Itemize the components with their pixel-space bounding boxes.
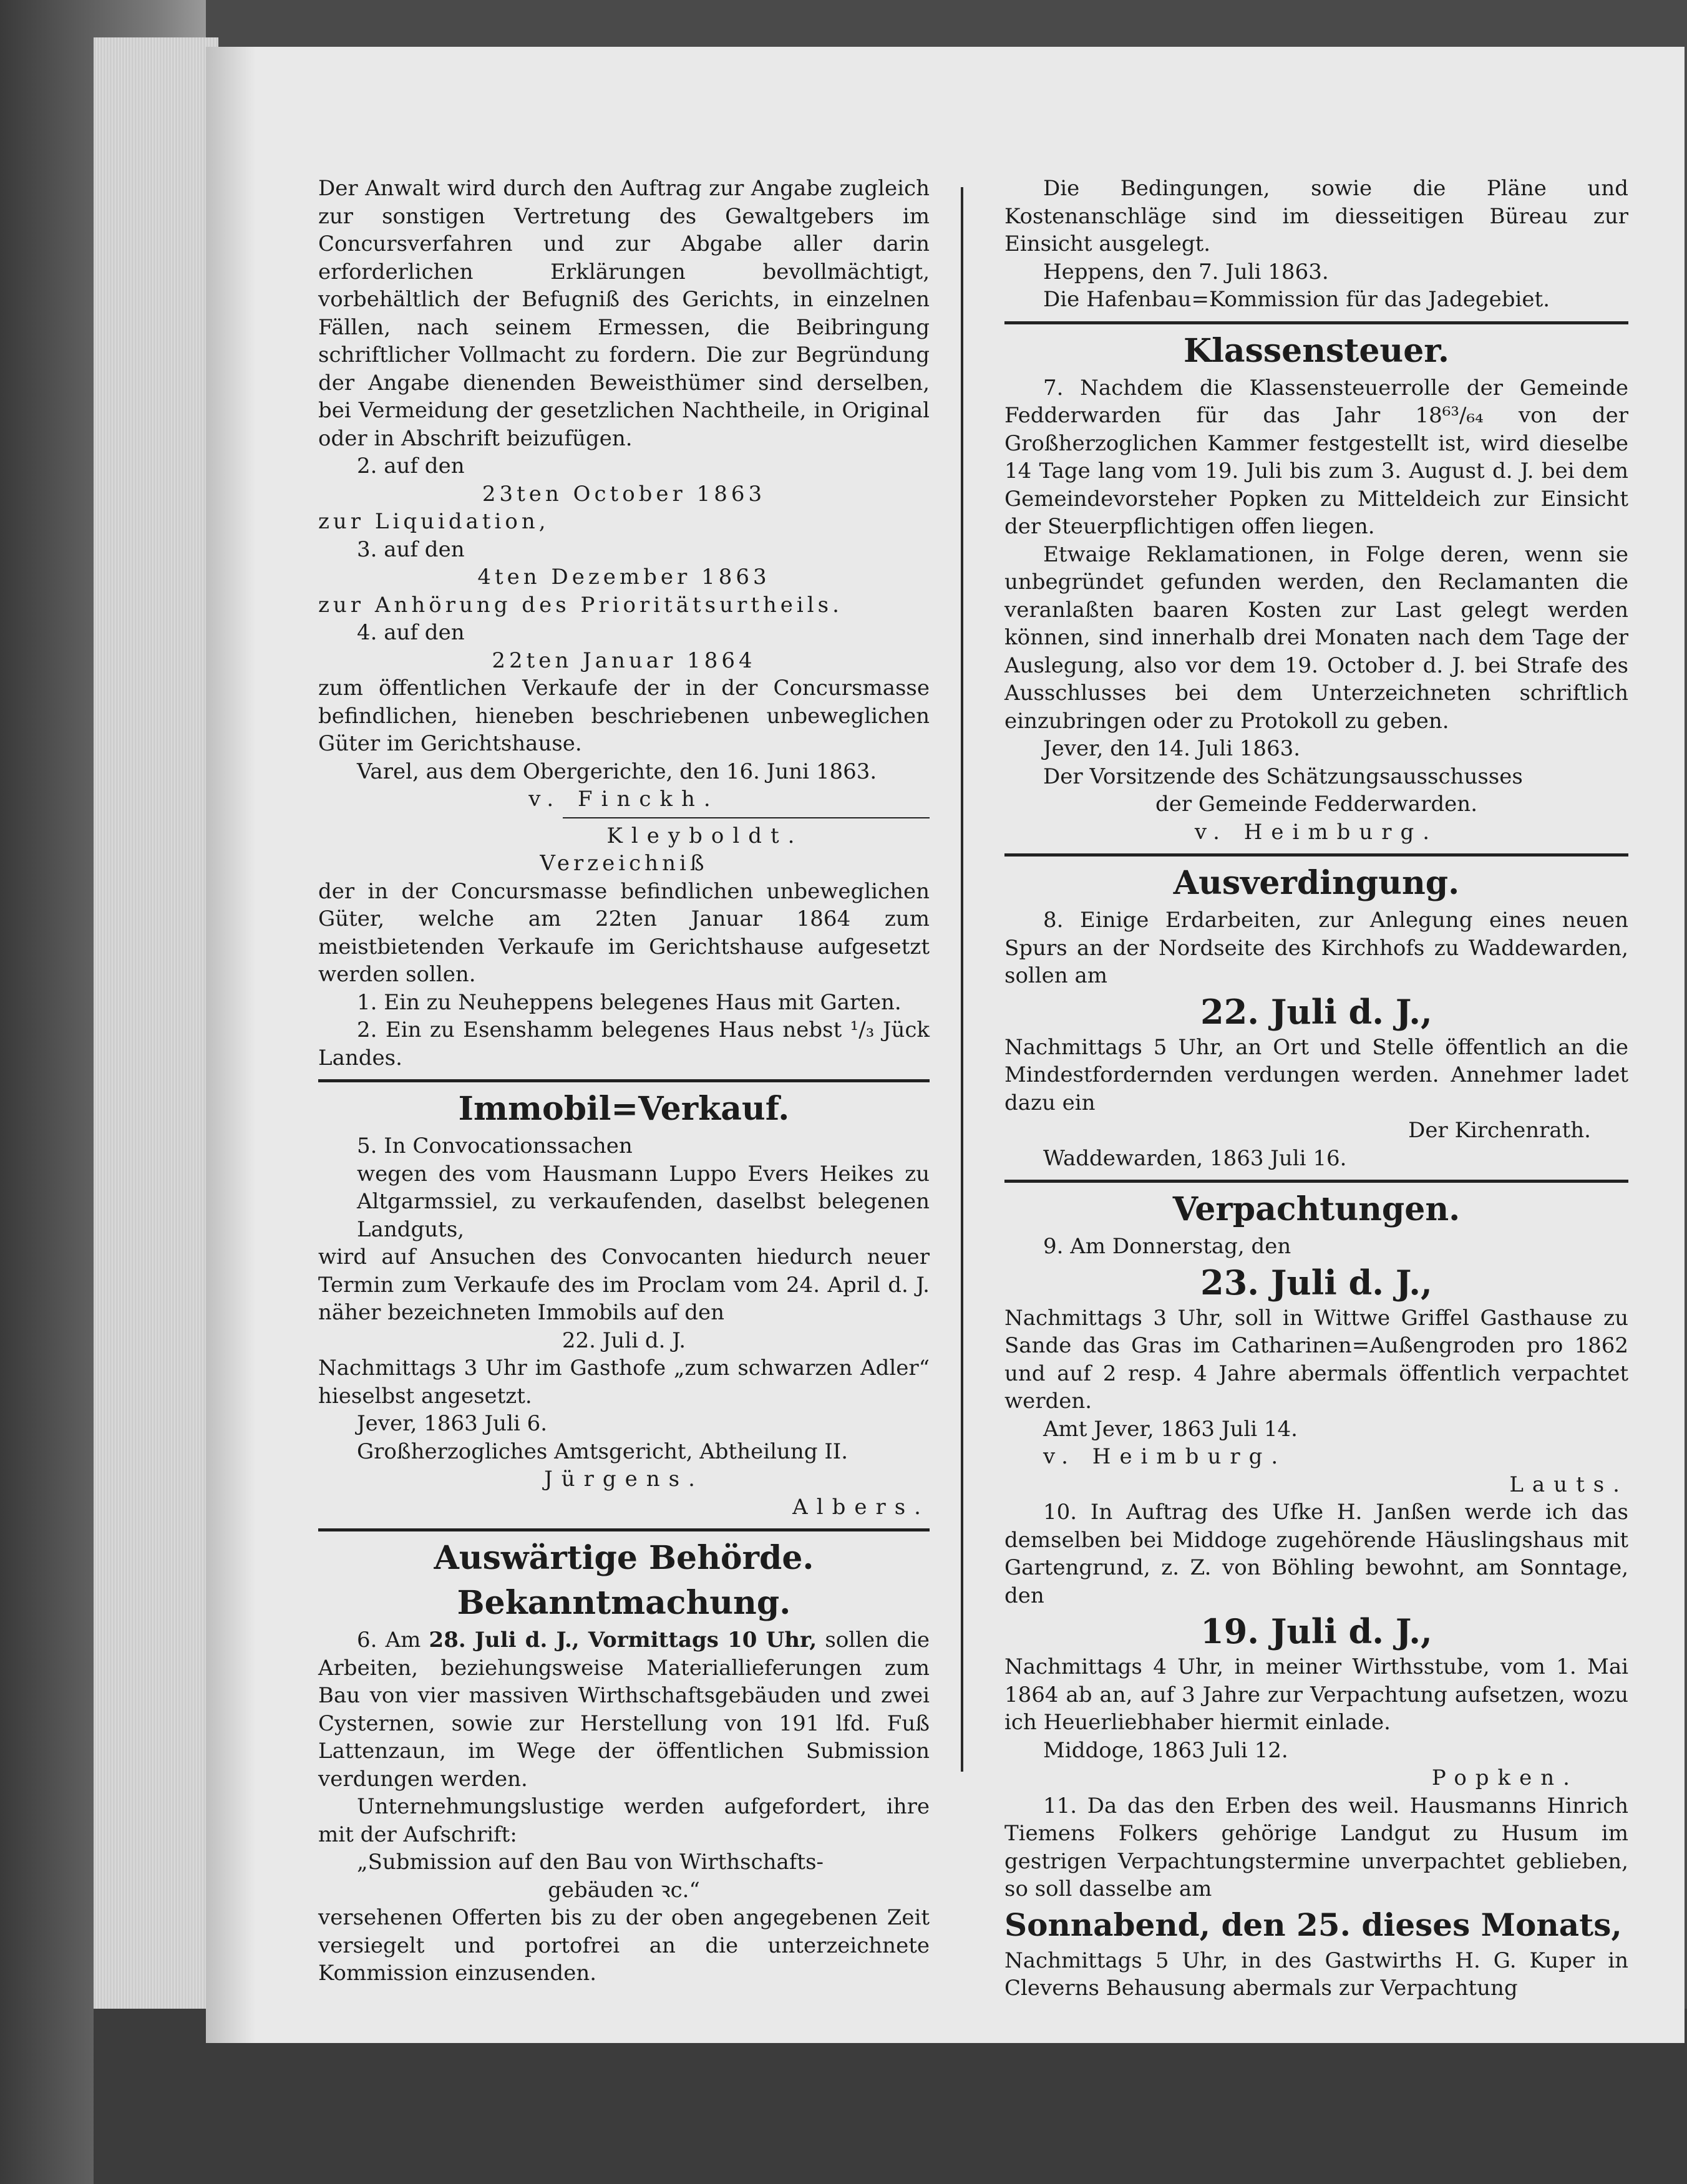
verpachtung-10-text: Nachmittags 4 Uhr, in meiner Wirthsstube, vom 1. Mai 1864 ab an, auf 3 Jahre zur Verpachtung aufsetzen, wozu ich Heuerliebhaber hiermit einlade. — [1004, 1654, 1628, 1735]
signature-juergens: Jürgens. — [544, 1467, 704, 1492]
gutter-shadow — [206, 47, 256, 2043]
verpachtung-9-signature: v. Heimburg. — [1043, 1444, 1287, 1469]
immobil-court: Großherzogliches Amtsgericht, Abtheilung II. — [357, 1439, 848, 1464]
left-column — [318, 175, 930, 1987]
heading-klassensteuer: Klassensteuer. — [1183, 331, 1450, 370]
verpachtung-10-place: Middoge, 1863 Juli 12. — [1043, 1737, 1288, 1763]
section-rule — [1004, 321, 1628, 324]
bekanntmachung-invitation: Unternehmungslustige werden aufgefordert, ihre mit der Aufschrift: — [318, 1794, 930, 1847]
klassensteuer-chair: Der Vorsitzende des Schätzungsausschusses — [1043, 764, 1523, 789]
signature-heimburg: v. Heimburg. — [1194, 819, 1439, 845]
right-column — [1004, 175, 1628, 2002]
signature-kleyboldt: Kleyboldt. — [606, 823, 804, 848]
signature-finckh: v. Finckh. — [528, 787, 719, 812]
item-2-label: 2. auf den — [357, 454, 465, 478]
item-4-purpose: zum öffentlichen Verkaufe der in der Concursmasse befindlichen, hieneben beschriebenen unbeweglichen Güter im Gerichtshause. — [318, 676, 930, 756]
immobil-place-date: Jever, 1863 Juli 6. — [357, 1411, 548, 1436]
section-rule — [1004, 853, 1628, 857]
kirchenrath: Der Kirchenrath. — [1408, 1118, 1591, 1143]
immobil-item-5: 5. In Convocationssachen — [357, 1133, 633, 1158]
item-6-date: 28. Juli d. J., Vormittags 10 Uhr, — [429, 1628, 817, 1653]
section-rule — [318, 1528, 930, 1531]
immobil-text: wird auf Ansuchen des Convocanten hiedurch neuer Termin zum Verkaufe des im Proclam vom 24. April d. J. näher bezeichneten Immobils auf den — [318, 1245, 930, 1325]
signature-rule — [563, 817, 930, 818]
klassensteuer-date: Jever, den 14. Juli 1863. — [1043, 736, 1301, 761]
klassensteuer-reclamations: Etwaige Reklamationen, in Folge deren, wenn sie unbegründet gefunden werden, den Reclamanten die veranlaßten baaren Kosten zur Last gelegt werden können, sind innerhalb drei Monaten nach dem Tage der Auslegung, also vor dem 19. October d. J. bei Strafe des Ausschlusses bei dem Unterzeichneten schriftlich einzubringen oder zu Protokoll zu geben. — [1004, 541, 1628, 734]
hafenbau-commission: Die Hafenbau=Kommission für das Jadegebiet. — [1043, 287, 1550, 312]
item-3-purpose: zur Anhörung des Prioritätsurtheils. — [318, 592, 843, 618]
inventory-title: Verzeichniß — [540, 851, 708, 876]
verpachtung-item-10: 10. In Auftrag des Ufke H. Janßen werde ich das demselben bei Middoge zugehörende Häuslingshaus mit Gartengrund, z. Z. von Böhling bewohnt, am Sonntage, den — [1004, 1500, 1628, 1608]
page-stack-edge — [94, 37, 218, 2009]
ausverdingung-text: Nachmittags 5 Uhr, an Ort und Stelle öffentlich an die Mindestfordernden verdungen werden. Annehmer ladet dazu ein — [1004, 1034, 1628, 1115]
heading-auswaertige-behoerde: Auswärtige Behörde. — [434, 1539, 814, 1577]
bekanntmachung-label: „Submission auf den Bau von Wirthschafts- — [357, 1850, 824, 1875]
item-6-text: sollen die Arbeiten, beziehungsweise Materiallieferungen zum Bau von vier massiven Wirthschaftsgebäuden und zwei Cysternen, sowie zur Herstellung von 191 lfd. Fuß Lattenzaun, im Wege der öffentlichen Submission verdungen werden. — [318, 1628, 930, 1792]
place-date: Varel, aus dem Obergerichte, den 16. Juni 1863. — [357, 759, 877, 784]
bekanntmachung-instructions: versehenen Offerten bis zu der oben angegebenen Zeit versiegelt und portofrei an die unterzeichnete Kommission einzusenden. — [318, 1905, 930, 1986]
verpachtung-11-date: Sonnabend, den 25. dieses Monats, — [1004, 1906, 1622, 1943]
verpachtung-9-place: Amt Jever, 1863 Juli 14. — [1043, 1416, 1298, 1442]
ausverdingung-place-date: Waddewarden, 1863 Juli 16. — [1043, 1145, 1347, 1171]
verpachtung-9-signature-2: Lauts. — [1509, 1472, 1628, 1497]
heppens-date: Heppens, den 7. Juli 1863. — [1043, 259, 1329, 284]
klassensteuer-municipality: der Gemeinde Fedderwarden. — [1155, 792, 1478, 817]
item-2-date: 23ten October 1863 — [482, 481, 766, 507]
verpachtung-item-11: 11. Da das den Erben des weil. Hausmanns Hinrich Tiemens Folkers gehörige Landgut zu Husum im gestrigen Verpachtungstermine unverpachtet geblieben, so soll dasselbe am — [1004, 1793, 1628, 1901]
verpachtung-11-text: Nachmittags 5 Uhr, in des Gastwirths H. G. Kuper in Cleverns Behausung abermals zur Verpachtung — [1004, 1948, 1628, 2001]
item-4-label: 4. auf den — [357, 620, 465, 645]
ausverdingung-item-8: 8. Einige Erdarbeiten, zur Anlegung eines neuen Spurs an der Nordseite des Kirchhofs zu Waddewarden, sollen am — [1004, 908, 1628, 988]
immobil-date: 22. Juli d. J. — [562, 1327, 686, 1353]
ausverdingung-date: 22. Juli d. J., — [1200, 991, 1432, 1032]
inventory-item-1: 1. Ein zu Neuheppens belegenes Haus mit Garten. — [357, 989, 902, 1015]
inventory-text: der in der Concursmasse befindlichen unbeweglichen Güter, welche am 22ten Januar 1864 zum meistbietenden Verkaufe im Gerichtshause aufgesetzt werden sollen. — [318, 878, 930, 987]
column-divider — [961, 187, 963, 1772]
heading-immobil-verkauf: Immobil=Verkauf. — [458, 1090, 790, 1128]
item-4-date: 22ten Januar 1864 — [492, 648, 756, 673]
bekanntmachung-item-6 — [318, 1626, 930, 1793]
signature-popken: Popken. — [1431, 1765, 1578, 1790]
attorney-paragraph: Der Anwalt wird durch den Auftrag zur Angabe zugleich zur sonstigen Vertretung des Gewaltgebers im Concursverfahren und zur Abgabe aller darin erforderlichen Erklärungen bevollmächtigt, vorbehältlich der Befugniß des Gerichts, in einzelnen Fällen, nach seinem Ermessen, die Beibringung schriftlicher Vollmacht zu fordern. Die zur Begründung der Angabe dienenden Beweisthümer sind derselben, bei Vermeidung der gesetzlichen Nachtheile, in Original oder in Abschrift beizufügen. — [318, 176, 930, 451]
heading-verpachtungen: Verpachtungen. — [1172, 1190, 1461, 1228]
heading-bekanntmachung: Bekanntmachung. — [457, 1584, 791, 1622]
verpachtung-item-9: 9. Am Donnerstag, den — [1043, 1234, 1291, 1259]
item-3-label: 3. auf den — [357, 536, 465, 562]
verpachtung-10-date: 19. Juli d. J., — [1200, 1611, 1432, 1651]
klassensteuer-item-7: 7. Nachdem die Klassensteuerrolle der Gemeinde Fedderwarden für das Jahr 18⁶³/₆₄ von der Großherzoglichen Kammer festgestellt ist, wird dieselbe 14 Tage lang vom 19. Juli bis zum 3. August d. J. bei dem Gemeindevorsteher Popken zu Mitteldeich zur Einsicht der Steuerpflichtigen offen liegen. — [1004, 375, 1628, 539]
section-rule — [318, 1079, 930, 1082]
verpachtung-9-text: Nachmittags 3 Uhr, soll in Wittwe Griffel Gasthause zu Sande das Gras im Catharinen=Außengroden pro 1862 und auf 2 resp. 4 Jahre abermals öffentlich verpachtet werden. — [1004, 1305, 1628, 1414]
verpachtung-9-date: 23. Juli d. J., — [1200, 1262, 1432, 1303]
document-page — [206, 47, 1685, 2043]
inventory-item-2: 2. Ein zu Esenshamm belegenes Haus nebst ¹/₃ Jück Landes. — [318, 1017, 930, 1070]
section-rule — [1004, 1180, 1628, 1183]
conditions-paragraph: Die Bedingungen, sowie die Pläne und Kostenanschläge sind im diesseitigen Büreau zur Einsicht ausgelegt. — [1004, 176, 1628, 256]
bekanntmachung-label-cont: gebäuden ꝛc.“ — [548, 1877, 700, 1903]
signature-albers: Albers. — [792, 1494, 930, 1520]
item-6-prefix: 6. Am — [357, 1628, 429, 1653]
item-3-date: 4ten Dezember 1863 — [477, 565, 771, 590]
immobil-time: Nachmittags 3 Uhr im Gasthofe „zum schwarzen Adler“ hieselbst angesetzt. — [318, 1356, 930, 1409]
item-2-purpose: zur Liquidation, — [318, 509, 550, 534]
heading-ausverdingung: Ausverdingung. — [1173, 864, 1460, 902]
immobil-wegen: wegen des vom Hausmann Luppo Evers Heikes zu Altgarmssiel, zu verkaufenden, daselbst belegenen Landguts, — [357, 1161, 930, 1242]
